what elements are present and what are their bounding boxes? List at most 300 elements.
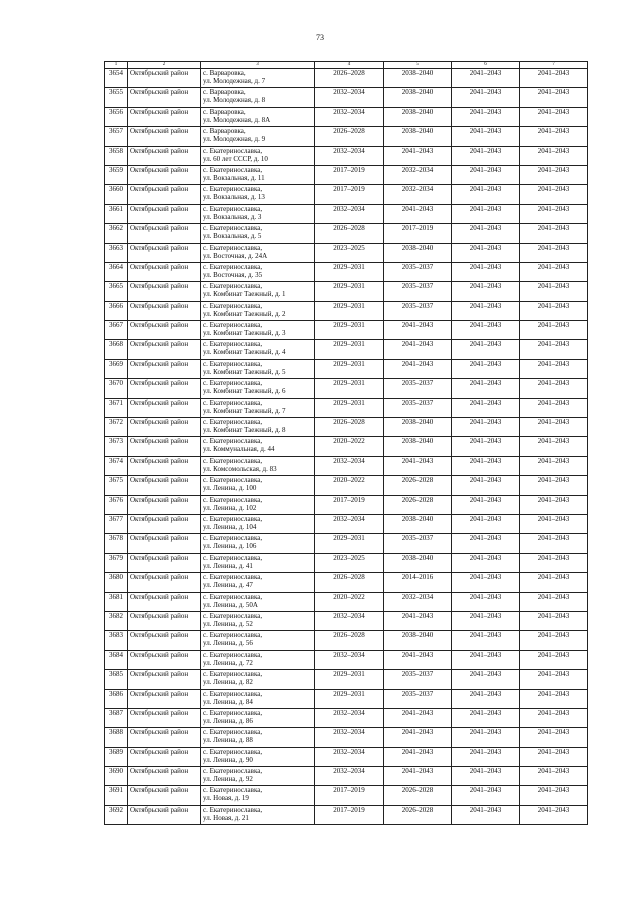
table-row <box>105 805 588 824</box>
row-number: 3672 <box>105 418 128 437</box>
address-cell <box>201 88 315 107</box>
period-col7-cell: 2041–2043 <box>520 204 588 223</box>
period-col7-cell: 2041–2043 <box>520 69 588 88</box>
address-cell <box>201 224 315 243</box>
table-row <box>105 476 588 495</box>
period-col6-cell: 2041–2043 <box>452 398 520 417</box>
district-cell: Октябрьский район <box>128 301 201 320</box>
period-col5-cell: 2035–2037 <box>384 534 452 553</box>
period-col5-cell: 2038–2040 <box>384 553 452 572</box>
district-cell: Октябрьский район <box>128 185 201 204</box>
address-line-street: ул. Ленина, д. 47 <box>203 581 253 590</box>
address-line-locality: с. Екатеринославка, <box>203 243 263 252</box>
column-number-4: 4 <box>315 62 384 69</box>
period-col6-cell: 2041–2043 <box>452 534 520 553</box>
address-line-street: ул. Ленина, д. 41 <box>203 561 253 570</box>
address-line-locality: с. Екатеринославка, <box>203 340 263 349</box>
period-col6-cell: 2041–2043 <box>452 165 520 184</box>
table-row <box>105 359 588 378</box>
address-line-locality: с. Екатеринославка, <box>203 553 263 562</box>
table-row <box>105 689 588 708</box>
district-cell: Октябрьский район <box>128 689 201 708</box>
period-col6-cell: 2041–2043 <box>452 379 520 398</box>
district-cell: Октябрьский район <box>128 224 201 243</box>
period-col5-cell: 2026–2028 <box>384 805 452 824</box>
period-col7-cell: 2041–2043 <box>520 359 588 378</box>
address-cell <box>201 573 315 592</box>
district-cell: Октябрьский район <box>128 456 201 475</box>
period-col4-cell: 2020–2022 <box>315 437 384 456</box>
period-col6-cell: 2041–2043 <box>452 418 520 437</box>
period-col4-cell: 2032–2034 <box>315 650 384 669</box>
row-number: 3671 <box>105 398 128 417</box>
page-number: 73 <box>316 33 324 42</box>
table-row <box>105 165 588 184</box>
address-line-street: ул. Ленина, д. 50А <box>203 600 258 609</box>
period-col4-cell: 2026–2028 <box>315 418 384 437</box>
address-cell <box>201 670 315 689</box>
row-number: 3668 <box>105 340 128 359</box>
row-number: 3665 <box>105 282 128 301</box>
address-line-locality: с. Екатеринославка, <box>203 495 263 504</box>
period-col4-cell: 2029–2031 <box>315 262 384 281</box>
period-col4-cell: 2029–2031 <box>315 534 384 553</box>
column-number-6: 6 <box>452 62 520 69</box>
address-line-street: ул. Комбинат Таежный, д. 5 <box>203 367 286 376</box>
period-col5-cell: 2041–2043 <box>384 767 452 786</box>
period-col5-cell: 2041–2043 <box>384 359 452 378</box>
address-line-locality: с. Екатеринославка, <box>203 592 263 601</box>
address-cell <box>201 127 315 146</box>
period-col4-cell: 2017–2019 <box>315 185 384 204</box>
period-col6-cell: 2041–2043 <box>452 224 520 243</box>
period-col5-cell: 2026–2028 <box>384 786 452 805</box>
period-col4-cell: 2017–2019 <box>315 495 384 514</box>
address-line-street: ул. Восточная, д. 24А <box>203 251 268 260</box>
table-row <box>105 262 588 281</box>
period-col5-cell: 2038–2040 <box>384 631 452 650</box>
period-col5-cell: 2041–2043 <box>384 456 452 475</box>
period-col4-cell: 2020–2022 <box>315 592 384 611</box>
address-line-street: ул. Ленина, д. 84 <box>203 697 253 706</box>
table-row <box>105 146 588 165</box>
period-col7-cell: 2041–2043 <box>520 185 588 204</box>
address-line-locality: с. Екатеринославка, <box>203 379 263 388</box>
period-col7-cell: 2041–2043 <box>520 224 588 243</box>
address-cell <box>201 611 315 630</box>
row-number: 3691 <box>105 786 128 805</box>
address-cell <box>201 107 315 126</box>
district-cell: Октябрьский район <box>128 495 201 514</box>
table-row <box>105 418 588 437</box>
period-col5-cell: 2017–2019 <box>384 224 452 243</box>
address-line-locality: с. Екатеринославка, <box>203 650 263 659</box>
period-col4-cell: 2032–2034 <box>315 747 384 766</box>
period-col4-cell: 2029–2031 <box>315 689 384 708</box>
address-line-locality: с. Екатеринославка, <box>203 728 263 737</box>
district-cell: Октябрьский район <box>128 107 201 126</box>
period-col4-cell: 2029–2031 <box>315 359 384 378</box>
address-cell <box>201 631 315 650</box>
period-col4-cell: 2023–2025 <box>315 553 384 572</box>
address-line-locality: с. Екатеринославка, <box>203 204 263 213</box>
period-col6-cell: 2041–2043 <box>452 631 520 650</box>
row-number: 3686 <box>105 689 128 708</box>
address-cell <box>201 69 315 88</box>
address-line-street: ул. Комбинат Таежный, д. 4 <box>203 348 286 357</box>
table-row <box>105 88 588 107</box>
address-cell <box>201 553 315 572</box>
period-col7-cell: 2041–2043 <box>520 282 588 301</box>
period-col7-cell: 2041–2043 <box>520 670 588 689</box>
period-col4-cell: 2017–2019 <box>315 165 384 184</box>
period-col6-cell: 2041–2043 <box>452 670 520 689</box>
period-col7-cell: 2041–2043 <box>520 146 588 165</box>
period-col4-cell: 2017–2019 <box>315 805 384 824</box>
period-col6-cell: 2041–2043 <box>452 243 520 262</box>
period-col4-cell: 2032–2034 <box>315 456 384 475</box>
period-col5-cell: 2041–2043 <box>384 650 452 669</box>
period-col6-cell: 2041–2043 <box>452 437 520 456</box>
table-row <box>105 398 588 417</box>
table-row <box>105 456 588 475</box>
table-row <box>105 107 588 126</box>
period-col4-cell: 2032–2034 <box>315 146 384 165</box>
address-line-street: ул. Комбинат Таежный, д. 2 <box>203 309 286 318</box>
period-col6-cell: 2041–2043 <box>452 321 520 340</box>
period-col7-cell: 2041–2043 <box>520 379 588 398</box>
period-col7-cell: 2041–2043 <box>520 728 588 747</box>
row-number: 3667 <box>105 321 128 340</box>
period-col7-cell: 2041–2043 <box>520 321 588 340</box>
address-cell <box>201 786 315 805</box>
row-number: 3680 <box>105 573 128 592</box>
address-line-street: ул. Молодежная, д. 8А <box>203 115 271 124</box>
period-col4-cell: 2029–2031 <box>315 670 384 689</box>
address-cell <box>201 262 315 281</box>
period-col6-cell: 2041–2043 <box>452 495 520 514</box>
row-number: 3685 <box>105 670 128 689</box>
table-row <box>105 185 588 204</box>
period-col7-cell: 2041–2043 <box>520 243 588 262</box>
period-col6-cell: 2041–2043 <box>452 747 520 766</box>
period-col7-cell: 2041–2043 <box>520 592 588 611</box>
registry-table <box>104 61 588 825</box>
row-number: 3670 <box>105 379 128 398</box>
period-col6-cell: 2041–2043 <box>452 456 520 475</box>
period-col6-cell: 2041–2043 <box>452 282 520 301</box>
address-cell <box>201 534 315 553</box>
period-col5-cell: 2038–2040 <box>384 127 452 146</box>
period-col6-cell: 2041–2043 <box>452 127 520 146</box>
period-col7-cell: 2041–2043 <box>520 127 588 146</box>
period-col7-cell: 2041–2043 <box>520 514 588 533</box>
period-col7-cell: 2041–2043 <box>520 553 588 572</box>
period-col5-cell: 2035–2037 <box>384 379 452 398</box>
period-col7-cell: 2041–2043 <box>520 301 588 320</box>
table-row <box>105 321 588 340</box>
address-line-street: ул. Вокзальная, д. 3 <box>203 212 262 221</box>
address-line-street: ул. Ленина, д. 92 <box>203 775 253 784</box>
period-col4-cell: 2029–2031 <box>315 282 384 301</box>
period-col7-cell: 2041–2043 <box>520 767 588 786</box>
address-line-street: ул. Ленина, д. 106 <box>203 542 257 551</box>
row-number: 3675 <box>105 476 128 495</box>
table-row <box>105 747 588 766</box>
row-number: 3673 <box>105 437 128 456</box>
district-cell: Октябрьский район <box>128 805 201 824</box>
district-cell: Октябрьский район <box>128 418 201 437</box>
table-row <box>105 767 588 786</box>
district-cell: Октябрьский район <box>128 631 201 650</box>
row-number: 3657 <box>105 127 128 146</box>
period-col6-cell: 2041–2043 <box>452 805 520 824</box>
address-cell <box>201 398 315 417</box>
address-line-street: ул. Коммунальная, д. 44 <box>203 445 275 454</box>
address-cell <box>201 418 315 437</box>
row-number: 3658 <box>105 146 128 165</box>
address-cell <box>201 514 315 533</box>
period-col7-cell: 2041–2043 <box>520 262 588 281</box>
address-line-street: ул. Вокзальная, д. 13 <box>203 193 265 202</box>
period-col6-cell: 2041–2043 <box>452 611 520 630</box>
address-line-locality: с. Екатеринославка, <box>203 631 263 640</box>
table-row <box>105 340 588 359</box>
period-col5-cell: 2038–2040 <box>384 514 452 533</box>
row-number: 3684 <box>105 650 128 669</box>
district-cell: Октябрьский район <box>128 670 201 689</box>
period-col5-cell: 2038–2040 <box>384 88 452 107</box>
period-col6-cell: 2041–2043 <box>452 301 520 320</box>
period-col5-cell: 2032–2034 <box>384 185 452 204</box>
row-number: 3660 <box>105 185 128 204</box>
period-col6-cell: 2041–2043 <box>452 786 520 805</box>
address-cell <box>201 379 315 398</box>
period-col6-cell: 2041–2043 <box>452 146 520 165</box>
row-number: 3687 <box>105 708 128 727</box>
period-col5-cell: 2038–2040 <box>384 418 452 437</box>
row-number: 3683 <box>105 631 128 650</box>
address-cell <box>201 728 315 747</box>
address-line-street: ул. Комбинат Таежный, д. 7 <box>203 406 286 415</box>
row-number: 3654 <box>105 69 128 88</box>
district-cell: Октябрьский район <box>128 728 201 747</box>
period-col7-cell: 2041–2043 <box>520 165 588 184</box>
period-col7-cell: 2041–2043 <box>520 708 588 727</box>
address-line-locality: с. Екатеринославка, <box>203 359 263 368</box>
period-col4-cell: 2029–2031 <box>315 301 384 320</box>
address-line-locality: с. Варваровка, <box>203 107 246 116</box>
row-number: 3669 <box>105 359 128 378</box>
period-col6-cell: 2041–2043 <box>452 514 520 533</box>
period-col4-cell: 2026–2028 <box>315 224 384 243</box>
address-line-locality: с. Екатеринославка, <box>203 398 263 407</box>
period-col5-cell: 2041–2043 <box>384 708 452 727</box>
address-cell <box>201 301 315 320</box>
period-col7-cell: 2041–2043 <box>520 747 588 766</box>
period-col7-cell: 2041–2043 <box>520 340 588 359</box>
district-cell: Октябрьский район <box>128 69 201 88</box>
table-row <box>105 243 588 262</box>
row-number: 3677 <box>105 514 128 533</box>
district-cell: Октябрьский район <box>128 650 201 669</box>
period-col6-cell: 2041–2043 <box>452 107 520 126</box>
address-line-street: ул. Молодежная, д. 8 <box>203 96 266 105</box>
address-line-street: ул. Комбинат Таежный, д. 1 <box>203 290 286 299</box>
address-line-street: ул. Ленина, д. 52 <box>203 619 253 628</box>
row-number: 3656 <box>105 107 128 126</box>
district-cell: Октябрьский район <box>128 592 201 611</box>
column-number-2: 2 <box>128 62 201 69</box>
period-col6-cell: 2041–2043 <box>452 650 520 669</box>
address-cell <box>201 747 315 766</box>
period-col7-cell: 2041–2043 <box>520 786 588 805</box>
period-col7-cell: 2041–2043 <box>520 805 588 824</box>
district-cell: Октябрьский район <box>128 88 201 107</box>
address-line-locality: с. Екатеринославка, <box>203 689 263 698</box>
row-number: 3690 <box>105 767 128 786</box>
period-col7-cell: 2041–2043 <box>520 88 588 107</box>
address-cell <box>201 359 315 378</box>
address-line-locality: с. Екатеринославка, <box>203 321 263 330</box>
address-cell <box>201 592 315 611</box>
period-col4-cell: 2020–2022 <box>315 476 384 495</box>
period-col5-cell: 2041–2043 <box>384 146 452 165</box>
district-cell: Октябрьский район <box>128 573 201 592</box>
table-row <box>105 573 588 592</box>
district-cell: Октябрьский район <box>128 553 201 572</box>
address-cell <box>201 437 315 456</box>
address-cell <box>201 476 315 495</box>
address-line-street: ул. Молодежная, д. 9 <box>203 135 266 144</box>
address-line-street: ул. Ленина, д. 100 <box>203 484 257 493</box>
period-col6-cell: 2041–2043 <box>452 262 520 281</box>
address-line-street: ул. Комсомольская, д. 83 <box>203 464 277 473</box>
address-line-locality: с. Екатеринославка, <box>203 767 263 776</box>
district-cell: Октябрьский район <box>128 708 201 727</box>
address-line-locality: с. Варваровка, <box>203 127 246 136</box>
address-cell <box>201 689 315 708</box>
period-col4-cell: 2032–2034 <box>315 514 384 533</box>
period-col4-cell: 2029–2031 <box>315 398 384 417</box>
district-cell: Октябрьский район <box>128 127 201 146</box>
period-col5-cell: 2041–2043 <box>384 728 452 747</box>
district-cell: Октябрьский район <box>128 282 201 301</box>
row-number: 3664 <box>105 262 128 281</box>
column-number-row <box>105 62 588 69</box>
table-row <box>105 204 588 223</box>
address-line-street: ул. 60 лет СССР, д. 10 <box>203 154 268 163</box>
address-cell <box>201 650 315 669</box>
period-col7-cell: 2041–2043 <box>520 495 588 514</box>
district-cell: Октябрьский район <box>128 514 201 533</box>
row-number: 3679 <box>105 553 128 572</box>
address-line-locality: с. Варваровка, <box>203 69 246 77</box>
period-col6-cell: 2041–2043 <box>452 88 520 107</box>
address-cell <box>201 708 315 727</box>
period-col4-cell: 2026–2028 <box>315 631 384 650</box>
period-col6-cell: 2041–2043 <box>452 340 520 359</box>
period-col7-cell: 2041–2043 <box>520 398 588 417</box>
period-col4-cell: 2032–2034 <box>315 611 384 630</box>
address-cell <box>201 146 315 165</box>
table-row <box>105 127 588 146</box>
period-col5-cell: 2035–2037 <box>384 398 452 417</box>
period-col4-cell: 2023–2025 <box>315 243 384 262</box>
address-line-locality: с. Екатеринославка, <box>203 282 263 291</box>
row-number: 3674 <box>105 456 128 475</box>
period-col6-cell: 2041–2043 <box>452 592 520 611</box>
row-number: 3662 <box>105 224 128 243</box>
address-line-locality: с. Екатеринославка, <box>203 534 263 543</box>
column-number-3: 3 <box>201 62 315 69</box>
district-cell: Октябрьский район <box>128 437 201 456</box>
period-col6-cell: 2041–2043 <box>452 689 520 708</box>
period-col5-cell: 2035–2037 <box>384 670 452 689</box>
district-cell: Октябрьский район <box>128 747 201 766</box>
table-row <box>105 282 588 301</box>
address-cell <box>201 282 315 301</box>
period-col5-cell: 2038–2040 <box>384 107 452 126</box>
address-line-locality: с. Екатеринославка, <box>203 805 263 814</box>
district-cell: Октябрьский район <box>128 611 201 630</box>
column-number-1: 1 <box>105 62 128 69</box>
period-col7-cell: 2041–2043 <box>520 456 588 475</box>
period-col4-cell: 2032–2034 <box>315 728 384 747</box>
period-col6-cell: 2041–2043 <box>452 553 520 572</box>
district-cell: Октябрьский район <box>128 786 201 805</box>
table-row <box>105 69 588 88</box>
address-line-locality: с. Екатеринославка, <box>203 514 263 523</box>
address-cell <box>201 495 315 514</box>
period-col4-cell: 2032–2034 <box>315 204 384 223</box>
address-cell <box>201 243 315 262</box>
period-col7-cell: 2041–2043 <box>520 107 588 126</box>
period-col5-cell: 2041–2043 <box>384 611 452 630</box>
period-col5-cell: 2035–2037 <box>384 689 452 708</box>
address-line-locality: с. Екатеринославка, <box>203 476 263 485</box>
address-line-street: ул. Вокзальная, д. 5 <box>203 232 262 241</box>
period-col4-cell: 2026–2028 <box>315 127 384 146</box>
period-col6-cell: 2041–2043 <box>452 185 520 204</box>
period-col4-cell: 2026–2028 <box>315 573 384 592</box>
address-line-street: ул. Новая, д. 19 <box>203 794 249 803</box>
period-col5-cell: 2035–2037 <box>384 301 452 320</box>
address-cell <box>201 165 315 184</box>
period-col4-cell: 2032–2034 <box>315 107 384 126</box>
row-number: 3655 <box>105 88 128 107</box>
table-row <box>105 631 588 650</box>
table-row <box>105 301 588 320</box>
address-cell <box>201 805 315 824</box>
address-line-street: ул. Восточная, д. 35 <box>203 270 263 279</box>
district-cell: Октябрьский район <box>128 340 201 359</box>
period-col6-cell: 2041–2043 <box>452 728 520 747</box>
period-col4-cell: 2017–2019 <box>315 786 384 805</box>
address-cell <box>201 321 315 340</box>
district-cell: Октябрьский район <box>128 321 201 340</box>
row-number: 3666 <box>105 301 128 320</box>
period-col7-cell: 2041–2043 <box>520 650 588 669</box>
address-line-street: ул. Комбинат Таежный, д. 3 <box>203 329 286 338</box>
period-col5-cell: 2014–2016 <box>384 573 452 592</box>
table-row <box>105 650 588 669</box>
table-row <box>105 786 588 805</box>
district-cell: Октябрьский район <box>128 165 201 184</box>
district-cell: Октябрьский район <box>128 379 201 398</box>
district-cell: Октябрьский район <box>128 767 201 786</box>
period-col6-cell: 2041–2043 <box>452 69 520 88</box>
